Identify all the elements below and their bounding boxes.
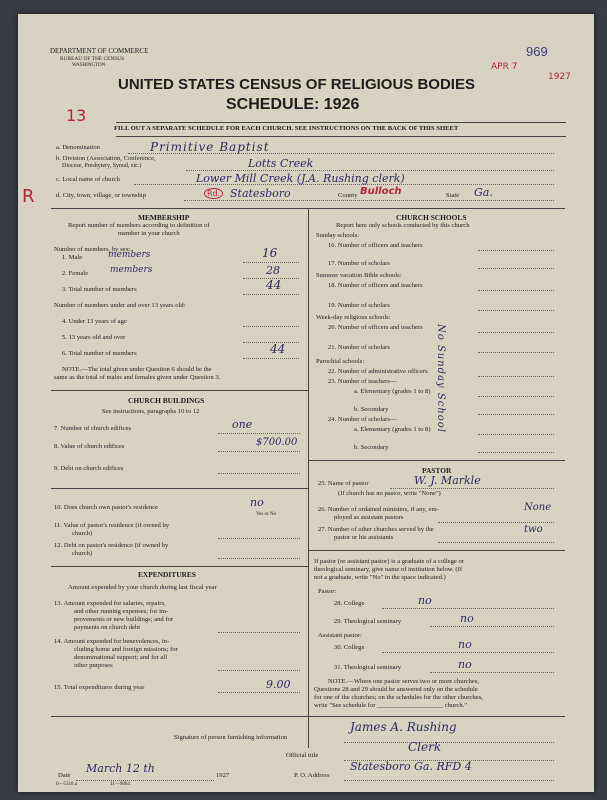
q7-label: 7. Number of church edifices	[54, 425, 132, 432]
bureau-label: BUREAU OF THE CENSUS	[60, 56, 125, 62]
q28-label: 28. College	[334, 600, 365, 607]
q24-label: 24. Number of scholars—	[328, 416, 397, 423]
q16-label: 16. Number of officers and teachers	[328, 242, 423, 249]
city-label: WASHINGTON	[72, 63, 106, 68]
q2-handwritten: members	[110, 265, 153, 275]
denomination-value: Primitive Baptist	[150, 140, 270, 154]
weekday-label: Week-day religious schools:	[316, 314, 391, 321]
dotted-line	[382, 652, 554, 653]
buildings-sub: See instructions, paragraphs 10 to 12	[102, 408, 200, 415]
q5-label: 5. 13 years old and over	[62, 334, 126, 341]
date-year: 1927	[216, 772, 230, 779]
dotted-line	[344, 742, 554, 743]
q18-label: 18. Number of officers and teachers	[328, 282, 423, 289]
q26-label-a: 26. Number of ordained ministers, if any, em-	[318, 506, 439, 513]
expenditures-title: EXPENDITURES	[138, 570, 196, 579]
schools-title: CHURCH SCHOOLS	[396, 213, 467, 222]
dotted-line	[218, 692, 300, 693]
q15-label: 15. Total expenditures during year	[54, 684, 145, 691]
division-value: Lotts Creek	[248, 157, 314, 170]
signature-value: James A. Rushing	[350, 720, 457, 734]
q13-label-a: 13. Amount expended for salaries, repairs,	[54, 600, 166, 607]
q3-label: 3. Total number of members	[62, 286, 137, 293]
city-town-label: d. City, town, village, or township	[56, 192, 146, 199]
form-code-2: 11—9064	[110, 782, 130, 787]
official-title-label: Official title	[286, 752, 319, 759]
denomination-label: a. Denomination	[56, 144, 100, 151]
dotted-line	[478, 352, 554, 353]
dotted-line	[218, 473, 300, 474]
q10-sub: Yes or No	[256, 512, 277, 517]
margin-mark-r: R	[22, 186, 35, 207]
q15-value: 9.00	[266, 678, 291, 691]
county-label: County	[338, 192, 358, 199]
dotted-line	[390, 488, 554, 489]
q27-value: two	[524, 524, 543, 535]
q12-label: 12. Debt on pastor's residence (if owned by	[54, 542, 169, 549]
township-circle-mark: Rd.	[204, 188, 223, 199]
pastor-note-4: write "See schedule for ____________________ church."	[314, 702, 467, 709]
dotted-line	[218, 451, 300, 452]
q29-label: 29. Theological seminary	[334, 618, 402, 625]
section-rule	[51, 390, 308, 391]
dotted-line	[478, 396, 554, 397]
rule	[116, 122, 566, 123]
date-value: March 12 th	[86, 762, 155, 775]
q30-label: 30. College	[334, 644, 365, 651]
division-label-2: Diocese, Presbytery, Synod, etc.)	[62, 163, 142, 169]
membership-note-1: Report number of members according to definition of	[68, 222, 210, 229]
form-code-1: 6—5318 a	[56, 782, 77, 787]
edu-instr-2: theological seminary, give name of institution below. (If	[314, 566, 463, 573]
dotted-line	[243, 326, 299, 327]
official-title-value: Clerk	[408, 740, 442, 754]
dotted-line	[478, 290, 554, 291]
membership-note-a: NOTE.—The total given under Question 6 should be the	[62, 366, 212, 373]
dotted-line	[478, 452, 554, 453]
dotted-line	[243, 294, 299, 295]
dotted-line	[438, 522, 554, 523]
q14-label-c: denominational support; and for all	[74, 654, 168, 661]
q14-label-d: other purposes	[74, 662, 113, 669]
assistant-subhead: Assistant pastor:	[318, 632, 362, 639]
margin-mark-13: 13	[66, 106, 87, 125]
q13-label-b: and other running expenses; for im-	[74, 608, 169, 615]
pastor-note-2: Questions 28 and 29 should be answered only on the schedule	[314, 686, 478, 693]
po-address-value: Statesboro Ga. RFD 4	[350, 760, 472, 773]
dotted-line	[76, 780, 214, 781]
q28-value: no	[418, 594, 432, 607]
dotted-line	[186, 170, 554, 171]
q25-value: W. J. Markle	[414, 474, 481, 487]
stamp-date: APR 7	[491, 62, 518, 72]
dotted-line	[478, 310, 554, 311]
dotted-line	[218, 632, 300, 633]
dotted-line	[430, 672, 554, 673]
stamp-number: 969	[526, 44, 548, 59]
section-rule	[51, 566, 308, 567]
census-schedule-form	[18, 14, 594, 792]
dotted-line	[382, 608, 554, 609]
signature-label: Signature of person furnishing information	[174, 734, 288, 741]
q25-sub: (If church has no pastor, write "None")	[338, 490, 441, 497]
q30-value: no	[458, 638, 472, 651]
age-intro: Number of members under and over 13 years old:	[54, 302, 186, 309]
q23b-label: b. Secondary	[354, 406, 389, 413]
q9-label: 9. Debt on church edifices	[54, 465, 124, 472]
dotted-line	[478, 268, 554, 269]
q10-value: no	[250, 496, 264, 509]
rule	[116, 136, 566, 137]
buildings-title: CHURCH BUILDINGS	[128, 396, 205, 405]
q22-label: 22. Number of administrative officers	[328, 368, 428, 375]
membership-note-b: same as the total of males and females given under Question 3.	[54, 374, 221, 381]
q24a-label: a. Elementary (grades 1 to 8)	[354, 426, 431, 433]
dotted-line	[218, 538, 300, 539]
city-value: Statesboro	[230, 187, 291, 200]
q20-label: 20. Number of officers and teachers	[328, 324, 423, 331]
q12-label-2: church)	[72, 550, 93, 557]
q31-label: 31. Theological seminary	[334, 664, 402, 671]
dotted-line	[478, 250, 554, 251]
date-label: Date	[58, 772, 71, 779]
dotted-line	[478, 376, 554, 377]
section-rule	[51, 716, 565, 717]
local-name-value: Lower Mill Creek (J.A. Rushing clerk)	[196, 172, 405, 185]
state-label: State	[446, 192, 460, 199]
edu-instr-3: not a graduate, write "No" in the space indicated.)	[314, 574, 446, 581]
q26-label-b: ployed as assistant pastors	[334, 514, 404, 521]
division-label: b. Division (Association, Conference,	[56, 155, 156, 162]
no-sunday-school-note: No Sunday School	[435, 324, 446, 434]
dotted-line	[243, 358, 299, 359]
q13-label-c: provements or new buildings; and for	[74, 616, 174, 623]
local-name-label: c. Local name of church	[56, 176, 120, 183]
dotted-line	[438, 542, 554, 543]
dotted-line	[478, 434, 554, 435]
stamp-year: 1927	[548, 72, 571, 82]
section-rule	[308, 550, 565, 551]
dotted-line	[243, 262, 299, 263]
expenditures-sub: Amount expended by your church during last fiscal year	[68, 584, 217, 591]
dotted-line	[218, 670, 300, 671]
summer-label: Summer vacation Bible schools:	[316, 272, 402, 279]
q19-label: 19. Number of scholars	[328, 302, 390, 309]
q31-value: no	[458, 658, 472, 671]
pastor-note-1: NOTE.—Where one pastor serves two or more churches,	[328, 678, 480, 685]
county-value: Bulloch	[360, 186, 402, 197]
q21-label: 21. Number of scholars	[328, 344, 390, 351]
q25-label: 25. Name of pastor	[318, 480, 369, 487]
q8-label: 8. Value of church edifices	[54, 443, 125, 450]
q17-label: 17. Number of scholars	[328, 260, 390, 267]
membership-intro: Number of members, by sex:	[54, 246, 131, 253]
pastor-subhead: Pastor:	[318, 588, 337, 595]
section-rule	[51, 488, 308, 489]
pastor-title: PASTOR	[422, 466, 452, 475]
dotted-line	[344, 780, 554, 781]
q1-label: 1. Male	[62, 254, 83, 261]
q24b-label: b. Secondary	[354, 444, 389, 451]
q27-label-b: pastor or his assistants	[334, 534, 394, 541]
dotted-line	[184, 200, 554, 201]
q11-label-2: church)	[72, 530, 93, 537]
q11-label: 11. Value of pastor's residence (if owned by	[54, 522, 170, 529]
schedule-title: SCHEDULE: 1926	[226, 96, 360, 113]
q13-label-d: payments on church debt	[74, 624, 141, 631]
q6-value: 44	[270, 342, 286, 356]
q3-value: 44	[266, 278, 282, 292]
q10-label: 10. Does church own pastor's residence	[54, 504, 159, 511]
q4-label: 4. Under 13 years of age	[62, 318, 127, 325]
column-divider	[308, 208, 309, 748]
section-rule	[308, 460, 565, 461]
pastor-note-3: for one of the churches; on the schedules for the other churches,	[314, 694, 483, 701]
dotted-line	[478, 414, 554, 415]
instruction-line: FILL OUT A SEPARATE SCHEDULE FOR EACH CHURCH. SEE INSTRUCTIONS ON THE BACK OF THIS SHEET	[114, 125, 459, 132]
membership-title: MEMBERSHIP	[138, 213, 190, 222]
dotted-line	[430, 626, 554, 627]
sunday-label: Sunday schools:	[316, 232, 360, 239]
dotted-line	[478, 332, 554, 333]
q14-label-b: cluding home and foreign missions; for	[74, 646, 178, 653]
po-address-label: P. O. Address	[294, 772, 330, 779]
form-title: UNITED STATES CENSUS OF RELIGIOUS BODIES	[118, 76, 475, 93]
membership-note-2: member in your church	[118, 230, 180, 237]
q1-handwritten: members	[108, 250, 151, 260]
q23-label: 23. Number of teachers—	[328, 378, 397, 385]
q27-label-a: 27. Number of other churches served by the	[318, 526, 434, 533]
q23a-label: a. Elementary (grades 1 to 8)	[354, 388, 431, 395]
q29-value: no	[460, 612, 474, 625]
dotted-line	[218, 558, 300, 559]
dotted-line	[218, 433, 300, 434]
q14-label-a: 14. Amount expended for benevolences, in-	[54, 638, 170, 645]
parochial-label: Parochial schools:	[316, 358, 365, 365]
schools-sub: Report here only schools conducted by this church	[336, 222, 470, 229]
state-value: Ga.	[474, 186, 493, 199]
q7-value: one	[232, 418, 253, 431]
q1-value: 16	[262, 246, 278, 260]
q26-value: None	[524, 502, 552, 513]
q2-label: 2. Female	[62, 270, 89, 277]
q6-label: 6. Total number of members	[62, 350, 137, 357]
department-label: DEPARTMENT OF COMMERCE	[50, 47, 149, 55]
edu-instr-1: If pastor (or assistant pastor) is a graduate of a college or	[314, 558, 464, 565]
q2-value: 28	[266, 264, 280, 277]
q8-value: $700.00	[256, 437, 298, 448]
